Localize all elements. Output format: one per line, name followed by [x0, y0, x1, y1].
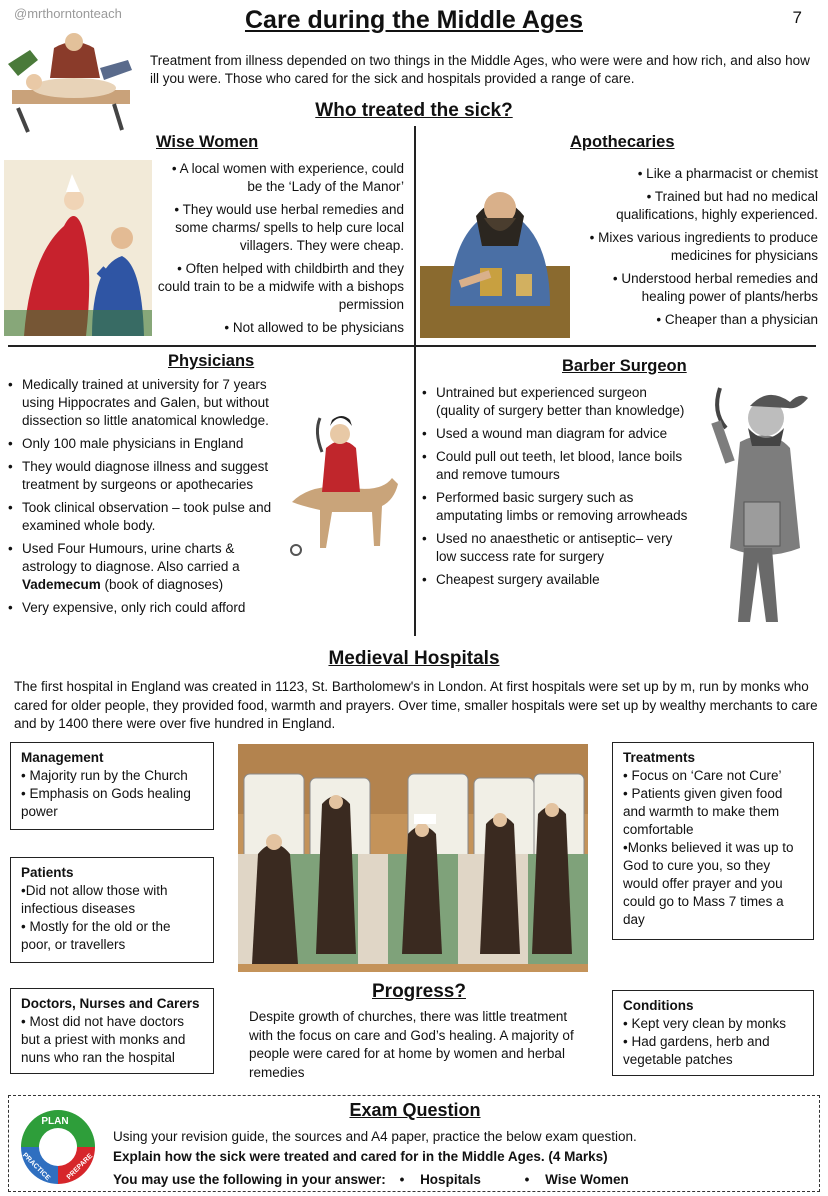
patients-box — [10, 857, 214, 963]
management-box — [10, 742, 214, 830]
hospitals-intro: The first hospital in England was created in 1123, St. Bartholomew's in London. At first hospitals were set up by m, run by monks who cared for older people, they provided food, warmth and prayers. Over time, smaller hospitals were set up by wealthy merchants to care and by 1400 there were over five hundred in England. — [14, 679, 818, 731]
conditions-title: Conditions — [623, 998, 694, 1013]
barber-point: • Could pull out teeth, let blood, lance boils and remove tumours — [422, 448, 690, 484]
apothecaries-point: • Mixes various ingredients to produce medicines for physicians — [589, 230, 818, 263]
who-treated-heading: Who treated the sick? — [315, 100, 513, 121]
barber-point: • Performed basic surgery such as amputating limbs or removing arrowheads — [422, 489, 690, 525]
physicians-point: • Very expensive, only rich could afford — [8, 599, 280, 617]
apothecaries-point: • Cheaper than a physician — [656, 312, 818, 327]
physicians-point-text: Very expensive, only rich could afford — [22, 600, 246, 615]
vademecum-term: Vademecum — [22, 577, 101, 592]
conditions-line: • Had gardens, herb and vegetable patches — [623, 1034, 770, 1067]
exam-options: You may use the following in your answer: • Hospitals • Wise Women — [113, 1172, 629, 1187]
physicians-point: • Only 100 male physicians in England — [8, 435, 280, 453]
barber-point-text: Used no anaesthetic or antiseptic– very low success rate for surgery — [436, 531, 673, 564]
exam-option-wise-women: Wise Women — [545, 1172, 629, 1187]
physicians-point: • Used Four Humours, urine charts & astrology to diagnose. Also carried a Vademecum (book of diagnoses) — [8, 541, 240, 592]
doctors-title: Doctors, Nurses and Carers — [21, 996, 200, 1011]
treatments-box — [612, 742, 814, 940]
hospitals-heading: Medieval Hospitals — [328, 648, 500, 669]
wise-women-point: • They would use herbal remedies and some charms/ spells to help cure local villagers. They were cheap. — [174, 202, 404, 253]
apothecaries-point: • Trained but had no medical qualifications, highly experienced. — [616, 189, 818, 222]
exam-question-text: Explain how the sick were treated and cared for in the Middle Ages. (4 Marks) — [113, 1149, 608, 1164]
watermark: @mrthorntonteach — [14, 6, 122, 21]
apothecary-illustration — [420, 156, 570, 338]
physicians-point-text: Only 100 male physicians in England — [22, 436, 244, 451]
exam-option-hospitals: Hospitals — [420, 1172, 481, 1187]
doctors-box — [10, 988, 214, 1074]
wise-women-illustration — [4, 160, 152, 336]
progress-text: Despite growth of churches, there was little treatment with the focus on care and God’s healing. A majority of people were cared for at home by women and herbal remedies — [249, 1009, 574, 1080]
wise-women-list — [156, 160, 404, 342]
wise-women-point: • Often helped with childbirth and they could train to be a midwife with a bishops permission — [157, 261, 404, 312]
physicians-point: • They would diagnose illness and suggest treatment by surgeons or apothecaries — [8, 458, 280, 494]
barber-point-text: Performed basic surgery such as amputating limbs or removing arrowheads — [436, 490, 688, 523]
page-number: 7 — [792, 8, 802, 27]
barber-point-text: Could pull out teeth, let blood, lance boils and remove tumours — [436, 449, 683, 482]
treatments-line: • Focus on ‘Care not Cure’ — [623, 768, 782, 783]
progress-heading: Progress? — [372, 981, 466, 1002]
management-line: • Majority run by the Church — [21, 768, 188, 783]
hospital-ward-illustration — [238, 744, 588, 972]
exam-instruction: Using your revision guide, the sources and A4 paper, practice the below exam question. — [113, 1129, 637, 1144]
barber-point-text: Untrained but experienced surgeon (quality of surgery better than knowledge) — [436, 385, 685, 418]
wise-women-point: • Not allowed to be physicians — [224, 320, 404, 335]
doctors-line: • Most did not have doctors but a priest with monks and nuns who ran the hospital — [21, 1014, 186, 1065]
physicians-list — [8, 376, 280, 622]
treatments-line: • Patients given given food and warmth to make them comfortable — [623, 786, 783, 837]
apothecaries-point: • Like a pharmacist or chemist — [637, 166, 818, 181]
physician-on-horse-illustration — [282, 412, 406, 562]
barber-point: • Used a wound man diagram for advice — [422, 425, 690, 443]
intro-text: Treatment from illness depended on two things in the Middle Ages, who were were and how rich, and also how ill you were. Those who cared for the sick and hospitals provided a range of care. — [150, 53, 810, 86]
barber-surgeon-list — [422, 384, 690, 594]
conditions-box — [612, 990, 814, 1076]
vademecum-definition: (book of diagnoses) — [100, 577, 224, 592]
management-line: • Emphasis on Gods healing power — [21, 786, 191, 819]
exam-question-heading: Exam Question — [349, 1100, 481, 1120]
apothecaries-point: • Understood herbal remedies and healing power of plants/herbs — [612, 271, 818, 304]
page-title: Care during the Middle Ages — [244, 6, 583, 34]
patients-line: • Mostly for the old or the poor, or travellers — [21, 919, 171, 952]
treatments-title: Treatments — [623, 750, 696, 765]
physicians-point: • Took clinical observation – took pulse and examined whole body. — [8, 499, 280, 535]
barber-surgeon-heading: Barber Surgeon — [562, 357, 687, 375]
barber-point-text: Used a wound man diagram for advice — [436, 426, 668, 441]
vertical-divider — [414, 126, 416, 636]
logo-plan-text: PLAN — [41, 1116, 69, 1127]
plan-practice-prepare-logo — [15, 1104, 101, 1190]
exam-options-prompt: You may use the following in your answer: — [113, 1172, 386, 1187]
wise-women-point: • A local women with experience, could be the ‘Lady of the Manor’ — [171, 161, 404, 194]
apothecaries-heading: Apothecaries — [570, 133, 675, 151]
logo-practice-text: PRACTICE — [20, 1151, 52, 1183]
barber-point: • Used no anaesthetic or antiseptic– very low success rate for surgery — [422, 530, 690, 566]
barber-point-text: Cheapest surgery available — [436, 572, 600, 587]
patients-title: Patients — [21, 865, 74, 880]
barber-point: • Cheapest surgery available — [422, 571, 690, 589]
apothecaries-list — [572, 165, 818, 334]
physicians-point-text: Took clinical observation – took pulse and examined whole body. — [22, 500, 272, 533]
conditions-line: • Kept very clean by monks — [623, 1016, 787, 1031]
horizontal-divider — [8, 345, 816, 347]
management-title: Management — [21, 750, 104, 765]
treatments-line: •Monks believed it was up to God to cure you, so they would offer prayer and you could go to Mass 7 times a day — [623, 840, 794, 927]
patients-line: •Did not allow those with infectious diseases — [21, 883, 168, 916]
physicians-point-text: Used Four Humours, urine charts & astrology to diagnose. Also carried a — [22, 541, 240, 574]
physicians-heading: Physicians — [168, 352, 255, 370]
physicians-point: • Medically trained at university for 7 years using Hippocrates and Galen, but without dissection so little anatomical knowledge. — [8, 376, 280, 430]
barber-point: • Untrained but experienced surgeon (quality of surgery better than knowledge) — [422, 384, 690, 420]
physicians-point-text: Medically trained at university for 7 years using Hippocrates and Galen, but without dissection so little anatomical knowledge. — [22, 377, 269, 428]
physicians-point-text: They would diagnose illness and suggest treatment by surgeons or apothecaries — [22, 459, 269, 492]
barber-surgeon-illustration — [700, 382, 818, 634]
exam-question-box — [8, 1095, 820, 1192]
logo-prepare-text: PREPARE — [65, 1152, 95, 1182]
wise-women-heading: Wise Women — [156, 133, 259, 151]
